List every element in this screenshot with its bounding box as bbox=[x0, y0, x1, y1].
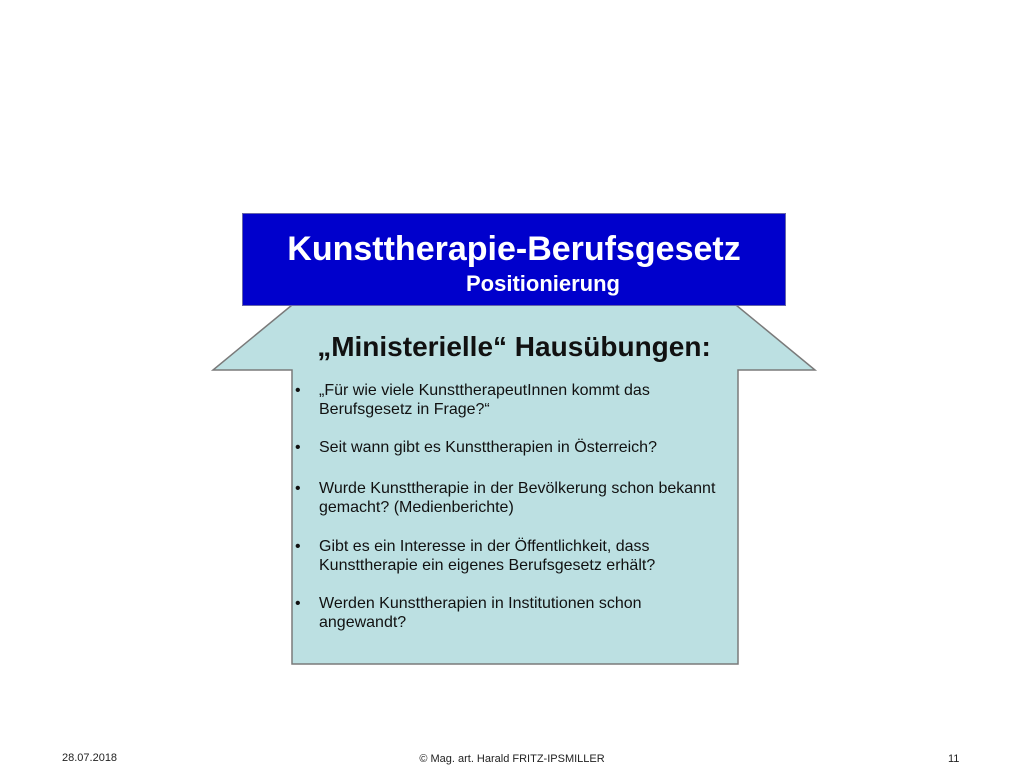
footer-author: © Mag. art. Harald FRITZ-IPSMILLER bbox=[419, 753, 605, 765]
bullet-text: „Für wie viele KunsttherapeutInnen kommt das Berufsgesetz in Frage?“ bbox=[319, 382, 650, 418]
bullet-text: Seit wann gibt es Kunsttherapien in Österreich? bbox=[319, 439, 657, 456]
arrow-heading: „Ministerielle“ Hausübungen: bbox=[317, 331, 711, 362]
title-box bbox=[242, 213, 786, 306]
bullet-icon: • bbox=[295, 382, 301, 399]
slide-subtitle: Positionierung bbox=[466, 271, 620, 296]
bullet-icon: • bbox=[295, 595, 301, 612]
bullet-icon: • bbox=[295, 480, 301, 497]
slide-title: Kunsttherapie-Berufsgesetz bbox=[287, 230, 741, 268]
bullet-item bbox=[293, 594, 733, 632]
bullet-text: Gibt es ein Interesse in der Öffentlichkeit, dass Kunsttherapie ein eigenes Berufsgesetz erhält? bbox=[319, 538, 656, 574]
footer-date: 28.07.2018 bbox=[62, 752, 118, 764]
bullet-item bbox=[293, 537, 733, 575]
bullet-item bbox=[293, 381, 733, 419]
bullet-icon: • bbox=[295, 439, 301, 456]
bullet-list bbox=[293, 381, 733, 632]
footer-page-number: 11 bbox=[948, 753, 960, 765]
bullet-text: Werden Kunsttherapien in Institutionen schon angewandt? bbox=[319, 595, 642, 631]
bullet-icon: • bbox=[295, 538, 301, 555]
bullet-item bbox=[293, 479, 733, 517]
bullet-text: Wurde Kunsttherapie in der Bevölkerung schon bekannt gemacht? (Medienberichte) bbox=[319, 480, 716, 516]
bullet-item bbox=[293, 438, 733, 457]
